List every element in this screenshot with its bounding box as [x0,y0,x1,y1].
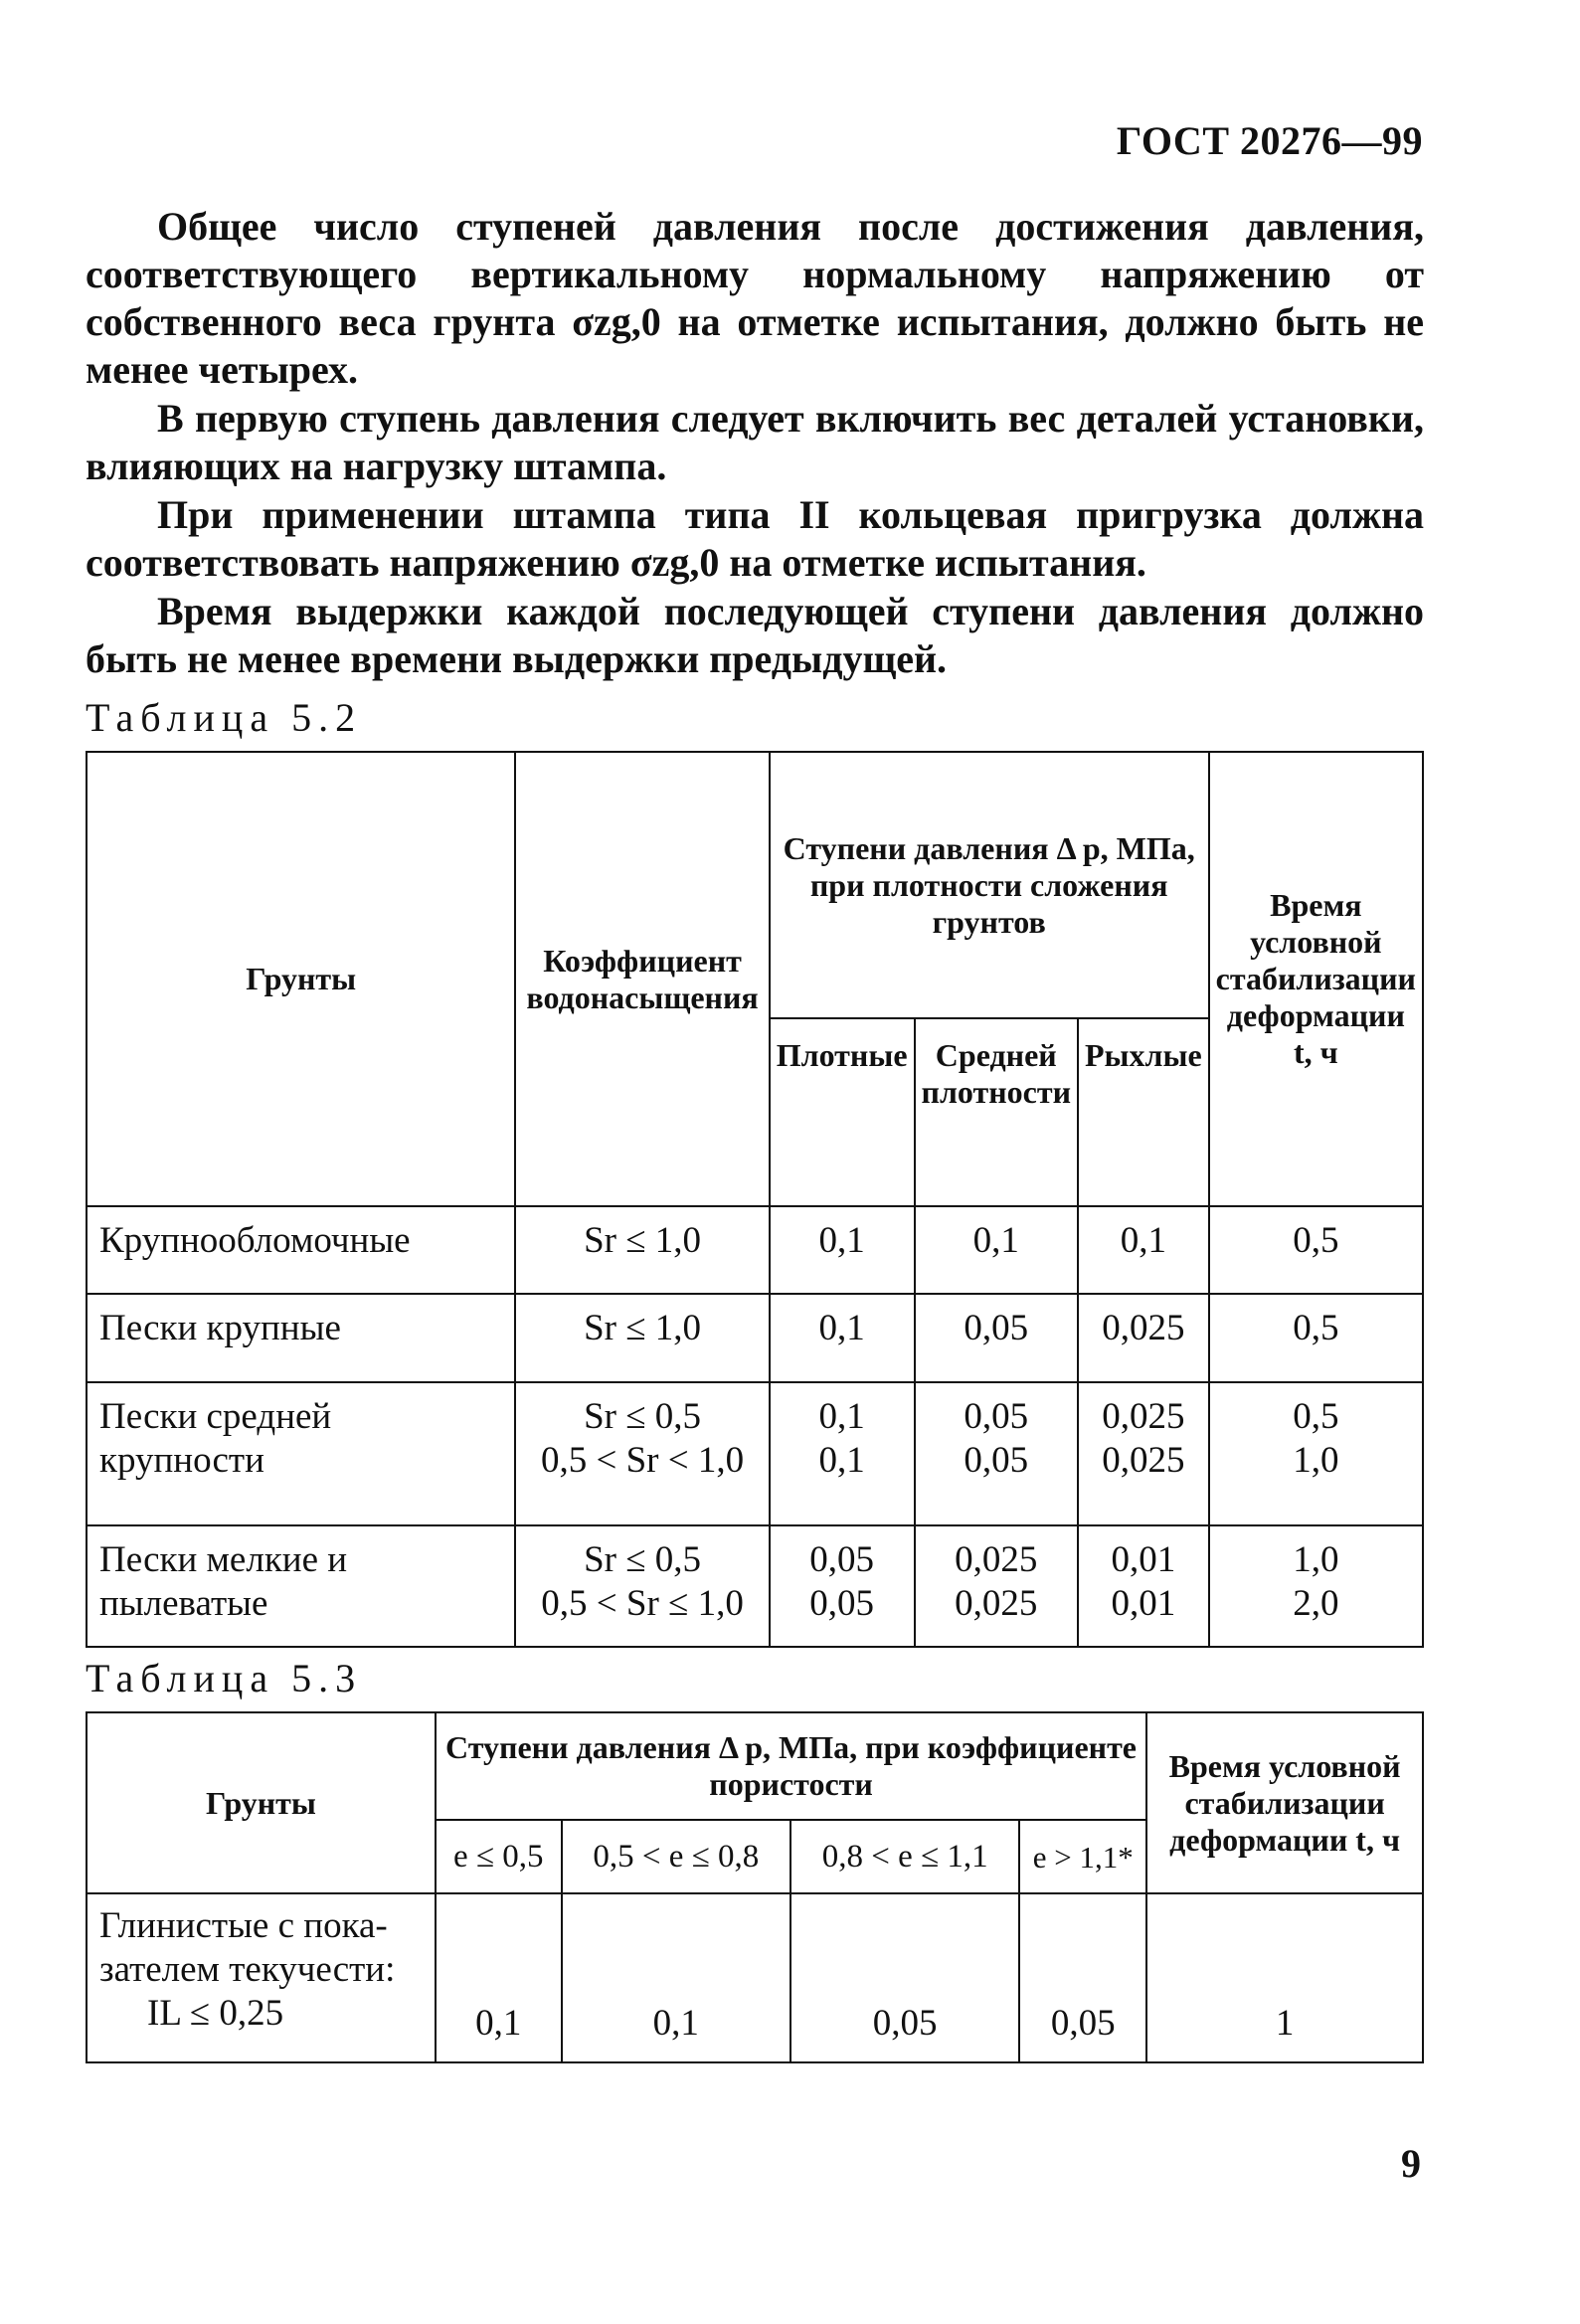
table-row [87,1294,1423,1382]
page-number: 9 [1401,2141,1421,2186]
paragraph: Общее число ступеней давления после достижения давления, соответствующего вертикальному нормальному напряжению от собственного веса грунта σzg,0 на отметке испытания, должно быть не менее четырех. [86,204,1424,392]
table-caption-5-3: Таблица 5.3 [86,1656,363,1700]
e4-cell: 0,05 [1019,1893,1146,2062]
table-5-2 [86,751,1424,1648]
soil-cell: Крупнообломочные [87,1206,515,1294]
header-pressure-steps: Ступени давления Δ p, МПа, при плотности сложения грунтов [770,752,1209,1018]
header-dense: Плотные [770,1018,915,1206]
coef-cell: Sr ≤ 0,5 0,5 < Sr ≤ 1,0 [515,1525,769,1647]
header-soils: Грунты [87,752,515,1206]
time-cell: 1 [1146,1893,1423,2062]
medium-cell: 0,1 [915,1206,1078,1294]
loose-cell: 0,1 [1078,1206,1209,1294]
header-stabilization-time: Время условной стабилизации деформации t, ч [1146,1712,1423,1893]
time-cell: 0,5 [1209,1206,1423,1294]
table-row [87,1382,1423,1525]
time-cell: 0,5 [1209,1294,1423,1382]
loose-cell: 0,025 [1078,1294,1209,1382]
medium-cell: 0,05 [915,1294,1078,1382]
coef-cell: Sr ≤ 1,0 [515,1206,769,1294]
coef-cell: Sr ≤ 1,0 [515,1294,769,1382]
medium-cell: 0,025 0,025 [915,1525,1078,1647]
soil-cell: Пески мелкие и пылеватые [87,1525,515,1647]
header-e1: e ≤ 0,5 [436,1820,562,1893]
header-e4: e > 1,1* [1019,1820,1146,1893]
time-cell: 0,5 1,0 [1209,1382,1423,1525]
table-row [87,1893,1423,2062]
header-soils: Грунты [87,1712,436,1893]
dense-cell: 0,05 0,05 [770,1525,915,1647]
header-stabilization-time: Время условной стабилизации деформации t, ч [1209,752,1423,1206]
soil-cell: Пески средней крупности [87,1382,515,1525]
e2-cell: 0,1 [562,1893,790,2062]
table-caption-5-2: Таблица 5.2 [86,695,363,740]
paragraph: В первую ступень давления следует включить вес деталей установки, влияющих на нагрузку штампа. [86,396,1424,488]
header-e3: 0,8 < e ≤ 1,1 [790,1820,1019,1893]
header-coef: Коэффициент водонасыщения [515,752,769,1206]
medium-cell: 0,05 0,05 [915,1382,1078,1525]
loose-cell: 0,025 0,025 [1078,1382,1209,1525]
dense-cell: 0,1 [770,1206,915,1294]
table-row [87,1206,1423,1294]
dense-cell: 0,1 0,1 [770,1382,915,1525]
body-text [86,203,1424,684]
header-e2: 0,5 < e ≤ 0,8 [562,1820,790,1893]
loose-cell: 0,01 0,01 [1078,1525,1209,1647]
document-header: ГОСТ 20276—99 [1116,118,1423,163]
coef-cell: Sr ≤ 0,5 0,5 < Sr < 1,0 [515,1382,769,1525]
e3-cell: 0,05 [790,1893,1019,2062]
e1-cell: 0,1 [436,1893,562,2062]
soil-cell: Глинистые с пока- зателем текучести: IL ≤ 0,25 [87,1893,436,2062]
dense-cell: 0,1 [770,1294,915,1382]
soil-cell: Пески крупные [87,1294,515,1382]
paragraph: Время выдержки каждой последующей ступени давления должно быть не менее времени выдержки предыдущей. [86,589,1424,681]
table-5-3 [86,1711,1424,2063]
time-cell: 1,0 2,0 [1209,1525,1423,1647]
header-pressure-steps: Ступени давления Δ p, МПа, при коэффициенте пористости [436,1712,1146,1820]
paragraph: При применении штампа типа II кольцевая пригрузка должна соответствовать напряжению σzg,0 на отметке испытания. [86,492,1424,585]
header-medium: Средней плотности [915,1018,1078,1206]
table-row [87,1525,1423,1647]
header-loose: Рыхлые [1078,1018,1209,1206]
